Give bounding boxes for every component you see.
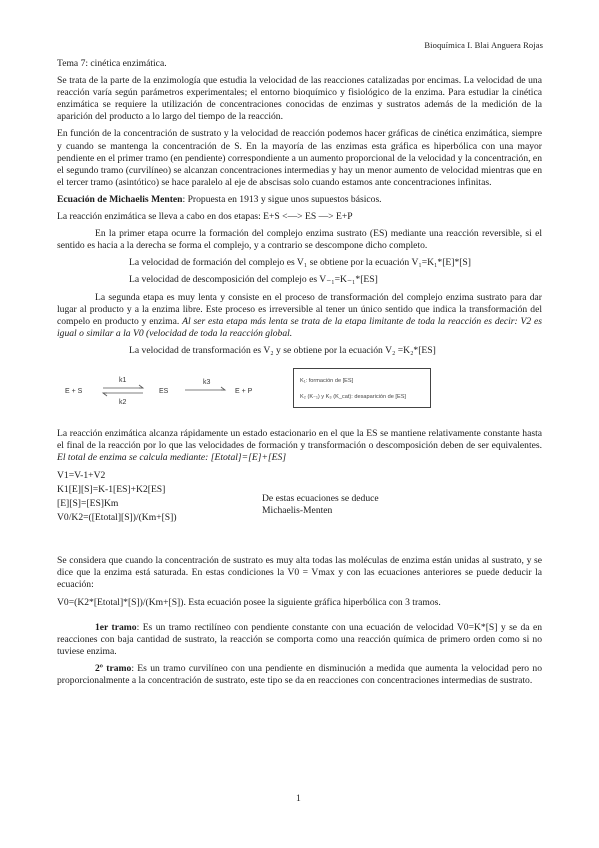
tramo2-paragraph xyxy=(57,663,542,687)
document-body xyxy=(57,56,542,692)
step2-italic-text: Al ser esta etapa más lenta se trata de la etapa limitante de toda la reacción es decir: V2 es igual o similar a la V0 (velocidad de toda la reacción global. xyxy=(57,315,542,339)
tramo2-label: 2º tramo xyxy=(95,662,132,674)
graph-description-paragraph: En función de la concentración de sustrato y la velocidad de reacción podemos hacer gráficas de cinética enzimática, siempre y cuando se mantenga la concentración de S. En la mayoría de las enzimas esta gráfica es hiperbólica con una mayor pendiente en el primer tramo (en pendiente) correspondiente a un aumento proporcional de la velocidad y la concentración, en el segundo tramo (curvilíneo) se alcanzan concentraciones intermedias y hay un menor aumento de velocidad mientras que en el tercer tramo (asintótico) se hace paralelo al eje de abscisas solo cuando estamos ante concentraciones infinitas. xyxy=(57,128,542,188)
michaelis-menten-heading-bold: Ecuación de Michaelis Menten xyxy=(57,193,183,205)
step2-text: La segunda etapa es muy lenta y consiste en el proceso de transformación del complejo enzima sustrato para dar lugar al producto y a la enzima libre. Este proceso es irreversible al tener un único sentido que indica la transformación del compelo en producto y enzima. xyxy=(57,291,542,327)
steady-state-paragraph xyxy=(57,428,542,464)
equation-line: V1=V-1+V2 xyxy=(57,470,106,482)
document-title: Tema 7: cinética enzimática. xyxy=(57,58,167,69)
deduction-line-1: De estas ecuaciones se deduce xyxy=(262,493,379,505)
steady-state-text: La reacción enzimática alcanza rápidamente un estado estacionario en el que la ES se mantiene relativamente constante hasta el final de la reacción por lo que las velocidades de formación y transformación o descomposición deben de ser equivalentes. xyxy=(57,427,542,452)
v2-equation-line: La velocidad de transformación es V₂ y se obtiene por la ecuación V₂ =K₂*[ES] xyxy=(129,344,436,356)
k1-label: k1 xyxy=(119,376,127,384)
products-label: E + P xyxy=(235,387,253,395)
page-header: Bioquímica I. Blai Anguera Rojas xyxy=(424,40,543,50)
final-equation-line: V0=(K2*[Etotal]*[S])/(Km+[S]). Esta ecuación posee la siguiente gráfica hiperbólica con 3 tramos. xyxy=(57,596,441,608)
michaelis-menten-heading-rest: : Propuesta en 1913 y sigue unos supuestos básicos. xyxy=(182,193,382,205)
deduction-line-2: Michaelis-Menten xyxy=(262,505,333,517)
rate-constants-legend xyxy=(293,368,431,408)
reaction-arrows-graphic xyxy=(57,362,287,420)
k3-label: k3 xyxy=(203,378,211,386)
k2-label: k2 xyxy=(119,398,127,406)
saturation-paragraph: Se considera que cuando la concentración de sustrato es muy alta todas las moléculas de enzima están unidas al sustrato, y se dice que la enzima está saturada. En estas condiciones la V0 = Vmax y con las ecuaciones anteriores se puede deducir la ecuación: xyxy=(57,555,542,591)
michaelis-menten-heading xyxy=(57,194,542,206)
tramo1-text: : Es un tramo rectilíneo con pendiente constante con una ecuación de velocidad V0=K*[S] y se da en reacciones con baja cantidad de sustrato, la reacción se comporta como una reacción química de primero orden como si no tuviese enzima. xyxy=(57,621,543,657)
tramo2-text: : Es un tramo curvilíneo con una pendiente en disminución a medida que aumenta la velocidad pero no proporcionalmente a la concentración de sustrato, este tipo se da en reacciones con concentraciones intermedias de sustrato. xyxy=(57,662,542,686)
page-number: 1 xyxy=(296,793,301,804)
v1-equation-line: La velocidad de formación del complejo es V₁ se obtiene por la ecuación V₁=K₁*[E]*[S] xyxy=(129,257,471,269)
total-enzyme-italic: El total de enzima se calcula mediante: [Etotal]=[E]+[ES] xyxy=(57,452,287,464)
deduction-note xyxy=(262,493,379,517)
equation-line: K1[E][S]=K-1[ES]+K2[ES] xyxy=(57,484,166,496)
step1-paragraph: En la primer etapa ocurre la formación del complejo enzima sustrato (ES) mediante una reacción reversible, si el sentido es hacia a la derecha se forma el complejo, y a contrario se descompone dicho completo. xyxy=(57,228,542,252)
equations-block xyxy=(57,469,542,541)
reactants-label: E + S xyxy=(65,387,83,395)
legend-line-formation: K₁: formación de [ES] xyxy=(300,377,354,384)
reaction-diagram xyxy=(57,362,542,420)
two-steps-paragraph: La reacción enzimática se lleva a cabo en dos etapas: E+S <—> ES —> E+P xyxy=(57,211,353,223)
legend-line-disappearance: K₂ (K₋₁) y K₃ (K_cat): desaparición de [ES] xyxy=(300,393,406,400)
equations-list xyxy=(57,469,177,525)
equation-line: V0/K2=([Etotal][S])/(Km+[S]) xyxy=(57,512,177,524)
v-minus1-equation-line: La velocidad de descomposición del complejo es V₋₁=K₋₁*[ES] xyxy=(129,274,378,286)
intro-paragraph: Se trata de la parte de la enzimología que estudia la velocidad de las reacciones catalizadas por encimas. La velocidad de una reacción varía según parámetros experimentales; el entorno bioquímico y fisiológico de la enzima. Para estudiar la cinética enzimática se requiere la utilización de concentraciones conocidas de enzimas y sustratos además de la medición de la aparición del producto a lo largo del tiempo de la reacción. xyxy=(57,75,542,123)
es-complex-label: ES xyxy=(159,387,169,395)
tramo1-label: 1er tramo xyxy=(95,621,137,633)
step2-paragraph xyxy=(57,292,542,340)
equation-line: [E][S]=[ES]Km xyxy=(57,498,119,510)
tramo1-paragraph xyxy=(57,622,542,658)
